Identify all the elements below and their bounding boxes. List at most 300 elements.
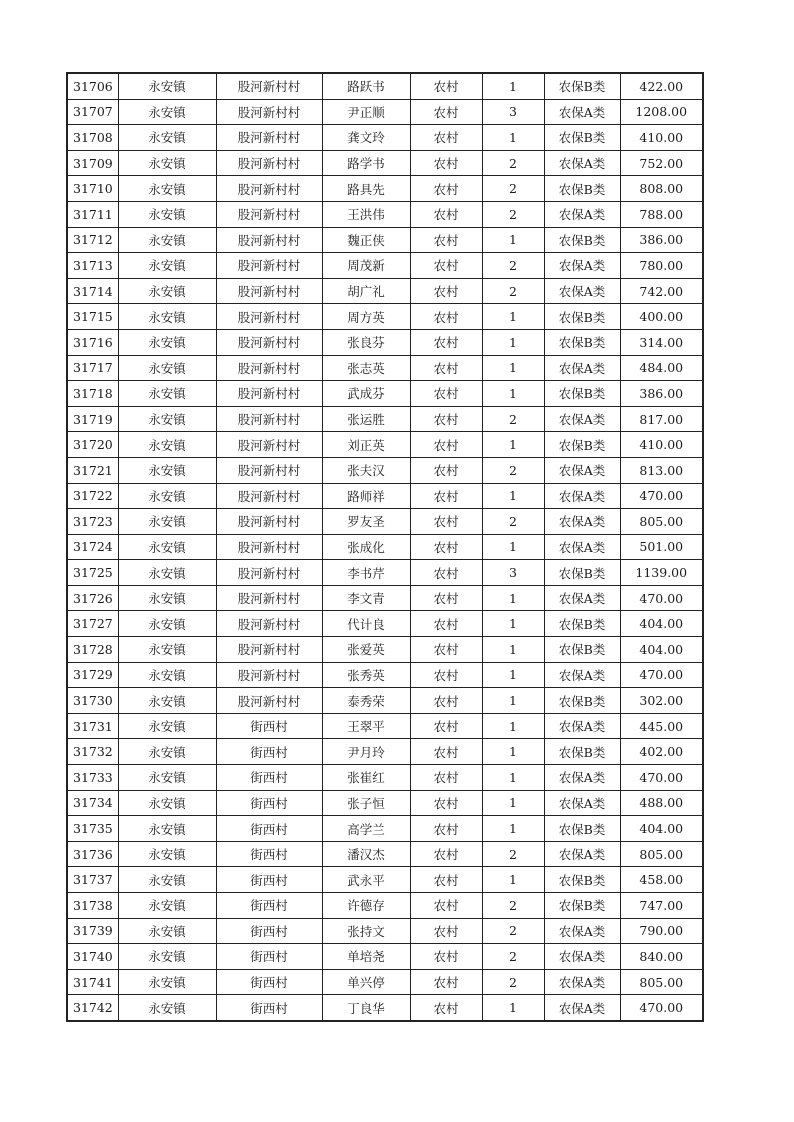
village-cell: 股河新村村 <box>216 99 322 125</box>
area-type-cell: 农村 <box>410 381 482 407</box>
name-cell: 刘正英 <box>322 432 410 458</box>
household-count-cell: 1 <box>482 381 544 407</box>
household-count-cell: 1 <box>482 765 544 791</box>
village-cell: 股河新村村 <box>216 560 322 586</box>
village-cell: 股河新村村 <box>216 304 322 330</box>
name-cell: 丁良华 <box>322 995 410 1021</box>
area-type-cell: 农村 <box>410 201 482 227</box>
table-row <box>67 585 703 611</box>
record-id-cell: 31729 <box>67 662 118 688</box>
table-row <box>67 253 703 279</box>
town-cell: 永安镇 <box>118 509 216 535</box>
area-type-cell: 农村 <box>410 329 482 355</box>
household-count-cell: 1 <box>482 227 544 253</box>
name-cell: 王洪伟 <box>322 201 410 227</box>
record-id-cell: 31725 <box>67 560 118 586</box>
town-cell: 永安镇 <box>118 278 216 304</box>
area-type-cell: 农村 <box>410 995 482 1021</box>
village-cell: 股河新村村 <box>216 201 322 227</box>
name-cell: 张持文 <box>322 918 410 944</box>
insurance-category-cell: 农保A类 <box>544 841 620 867</box>
area-type-cell: 农村 <box>410 355 482 381</box>
record-id-cell: 31739 <box>67 918 118 944</box>
amount-cell: 314.00 <box>620 329 703 355</box>
insurance-category-cell: 农保B类 <box>544 867 620 893</box>
area-type-cell: 农村 <box>410 150 482 176</box>
record-id-cell: 31717 <box>67 355 118 381</box>
insurance-category-cell: 农保A类 <box>544 790 620 816</box>
town-cell: 永安镇 <box>118 150 216 176</box>
table-row <box>67 765 703 791</box>
amount-cell: 404.00 <box>620 611 703 637</box>
insurance-category-cell: 农保B类 <box>544 432 620 458</box>
village-cell: 街西村 <box>216 893 322 919</box>
insurance-category-cell: 农保A类 <box>544 509 620 535</box>
town-cell: 永安镇 <box>118 893 216 919</box>
amount-cell: 788.00 <box>620 201 703 227</box>
area-type-cell: 农村 <box>410 739 482 765</box>
insurance-category-cell: 农保A类 <box>544 662 620 688</box>
name-cell: 路学书 <box>322 150 410 176</box>
village-cell: 股河新村村 <box>216 662 322 688</box>
household-count-cell: 1 <box>482 637 544 663</box>
town-cell: 永安镇 <box>118 688 216 714</box>
record-id-cell: 31733 <box>67 765 118 791</box>
table-row <box>67 99 703 125</box>
amount-cell: 488.00 <box>620 790 703 816</box>
table-row <box>67 713 703 739</box>
area-type-cell: 农村 <box>410 944 482 970</box>
area-type-cell: 农村 <box>410 765 482 791</box>
insurance-category-cell: 农保B类 <box>544 381 620 407</box>
amount-cell: 402.00 <box>620 739 703 765</box>
village-cell: 街西村 <box>216 790 322 816</box>
name-cell: 尹月玲 <box>322 739 410 765</box>
record-id-cell: 31714 <box>67 278 118 304</box>
town-cell: 永安镇 <box>118 381 216 407</box>
household-count-cell: 1 <box>482 739 544 765</box>
area-type-cell: 农村 <box>410 688 482 714</box>
household-count-cell: 2 <box>482 201 544 227</box>
table-row <box>67 150 703 176</box>
record-id-cell: 31740 <box>67 944 118 970</box>
name-cell: 路跃书 <box>322 73 410 99</box>
village-cell: 股河新村村 <box>216 688 322 714</box>
insurance-category-cell: 农保A类 <box>544 585 620 611</box>
household-count-cell: 2 <box>482 457 544 483</box>
village-cell: 股河新村村 <box>216 278 322 304</box>
insurance-category-cell: 农保A类 <box>544 944 620 970</box>
table-row <box>67 611 703 637</box>
record-id-cell: 31741 <box>67 969 118 995</box>
amount-cell: 747.00 <box>620 893 703 919</box>
name-cell: 单培尧 <box>322 944 410 970</box>
record-id-cell: 31737 <box>67 867 118 893</box>
table-row <box>67 637 703 663</box>
amount-cell: 1139.00 <box>620 560 703 586</box>
record-id-cell: 31734 <box>67 790 118 816</box>
village-cell: 街西村 <box>216 969 322 995</box>
name-cell: 魏正侠 <box>322 227 410 253</box>
table-row <box>67 73 703 99</box>
amount-cell: 813.00 <box>620 457 703 483</box>
table-row <box>67 381 703 407</box>
household-count-cell: 2 <box>482 969 544 995</box>
village-cell: 股河新村村 <box>216 611 322 637</box>
area-type-cell: 农村 <box>410 99 482 125</box>
household-count-cell: 1 <box>482 611 544 637</box>
table-row <box>67 995 703 1021</box>
town-cell: 永安镇 <box>118 816 216 842</box>
village-cell: 股河新村村 <box>216 432 322 458</box>
name-cell: 路师祥 <box>322 483 410 509</box>
record-id-cell: 31706 <box>67 73 118 99</box>
record-id-cell: 31716 <box>67 329 118 355</box>
insurance-category-cell: 农保B类 <box>544 176 620 202</box>
name-cell: 尹正顺 <box>322 99 410 125</box>
name-cell: 胡广礼 <box>322 278 410 304</box>
village-cell: 股河新村村 <box>216 457 322 483</box>
name-cell: 张秀英 <box>322 662 410 688</box>
area-type-cell: 农村 <box>410 509 482 535</box>
town-cell: 永安镇 <box>118 355 216 381</box>
household-count-cell: 2 <box>482 150 544 176</box>
area-type-cell: 农村 <box>410 73 482 99</box>
area-type-cell: 农村 <box>410 585 482 611</box>
name-cell: 单兴停 <box>322 969 410 995</box>
area-type-cell: 农村 <box>410 304 482 330</box>
household-count-cell: 2 <box>482 509 544 535</box>
insurance-category-cell: 农保A类 <box>544 918 620 944</box>
name-cell: 武永平 <box>322 867 410 893</box>
area-type-cell: 农村 <box>410 432 482 458</box>
amount-cell: 404.00 <box>620 816 703 842</box>
village-cell: 股河新村村 <box>216 227 322 253</box>
household-count-cell: 1 <box>482 73 544 99</box>
name-cell: 周方英 <box>322 304 410 330</box>
insurance-category-cell: 农保B类 <box>544 304 620 330</box>
record-id-cell: 31727 <box>67 611 118 637</box>
household-count-cell: 1 <box>482 713 544 739</box>
name-cell: 高学兰 <box>322 816 410 842</box>
name-cell: 泰秀荣 <box>322 688 410 714</box>
village-cell: 街西村 <box>216 816 322 842</box>
table-row <box>67 918 703 944</box>
village-cell: 街西村 <box>216 867 322 893</box>
village-cell: 街西村 <box>216 713 322 739</box>
town-cell: 永安镇 <box>118 969 216 995</box>
amount-cell: 410.00 <box>620 432 703 458</box>
amount-cell: 386.00 <box>620 227 703 253</box>
village-cell: 股河新村村 <box>216 176 322 202</box>
amount-cell: 752.00 <box>620 150 703 176</box>
amount-cell: 1208.00 <box>620 99 703 125</box>
village-cell: 街西村 <box>216 841 322 867</box>
village-cell: 股河新村村 <box>216 329 322 355</box>
name-cell: 罗友圣 <box>322 509 410 535</box>
insurance-category-cell: 农保B类 <box>544 227 620 253</box>
table-row <box>67 841 703 867</box>
amount-cell: 404.00 <box>620 637 703 663</box>
record-id-cell: 31726 <box>67 585 118 611</box>
town-cell: 永安镇 <box>118 944 216 970</box>
amount-cell: 470.00 <box>620 995 703 1021</box>
record-id-cell: 31708 <box>67 125 118 151</box>
town-cell: 永安镇 <box>118 227 216 253</box>
record-id-cell: 31738 <box>67 893 118 919</box>
table-row <box>67 329 703 355</box>
area-type-cell: 农村 <box>410 816 482 842</box>
area-type-cell: 农村 <box>410 662 482 688</box>
household-count-cell: 3 <box>482 560 544 586</box>
household-count-cell: 2 <box>482 918 544 944</box>
name-cell: 路具先 <box>322 176 410 202</box>
insurance-category-cell: 农保B类 <box>544 611 620 637</box>
insurance-category-cell: 农保B类 <box>544 560 620 586</box>
town-cell: 永安镇 <box>118 432 216 458</box>
name-cell: 代计良 <box>322 611 410 637</box>
village-cell: 股河新村村 <box>216 73 322 99</box>
household-count-cell: 1 <box>482 790 544 816</box>
insurance-category-cell: 农保B类 <box>544 688 620 714</box>
area-type-cell: 农村 <box>410 918 482 944</box>
table-row <box>67 944 703 970</box>
record-id-cell: 31709 <box>67 150 118 176</box>
table-row <box>67 457 703 483</box>
amount-cell: 805.00 <box>620 969 703 995</box>
household-count-cell: 1 <box>482 534 544 560</box>
village-cell: 股河新村村 <box>216 585 322 611</box>
table-row <box>67 483 703 509</box>
table-row <box>67 509 703 535</box>
table-row <box>67 406 703 432</box>
amount-cell: 484.00 <box>620 355 703 381</box>
record-id-cell: 31722 <box>67 483 118 509</box>
town-cell: 永安镇 <box>118 125 216 151</box>
record-id-cell: 31710 <box>67 176 118 202</box>
household-count-cell: 1 <box>482 585 544 611</box>
town-cell: 永安镇 <box>118 867 216 893</box>
amount-cell: 470.00 <box>620 483 703 509</box>
town-cell: 永安镇 <box>118 176 216 202</box>
town-cell: 永安镇 <box>118 662 216 688</box>
name-cell: 张良芬 <box>322 329 410 355</box>
record-id-cell: 31723 <box>67 509 118 535</box>
name-cell: 张爱英 <box>322 637 410 663</box>
town-cell: 永安镇 <box>118 201 216 227</box>
insurance-category-cell: 农保A类 <box>544 99 620 125</box>
data-table <box>66 72 704 1022</box>
insurance-category-cell: 农保A类 <box>544 457 620 483</box>
household-count-cell: 2 <box>482 253 544 279</box>
town-cell: 永安镇 <box>118 534 216 560</box>
record-id-cell: 31724 <box>67 534 118 560</box>
insurance-category-cell: 农保A类 <box>544 713 620 739</box>
town-cell: 永安镇 <box>118 637 216 663</box>
area-type-cell: 农村 <box>410 253 482 279</box>
town-cell: 永安镇 <box>118 73 216 99</box>
amount-cell: 470.00 <box>620 662 703 688</box>
town-cell: 永安镇 <box>118 765 216 791</box>
insurance-category-cell: 农保A类 <box>544 534 620 560</box>
table-row <box>67 201 703 227</box>
area-type-cell: 农村 <box>410 176 482 202</box>
town-cell: 永安镇 <box>118 790 216 816</box>
area-type-cell: 农村 <box>410 969 482 995</box>
record-id-cell: 31730 <box>67 688 118 714</box>
record-id-cell: 31731 <box>67 713 118 739</box>
town-cell: 永安镇 <box>118 995 216 1021</box>
amount-cell: 790.00 <box>620 918 703 944</box>
insurance-category-cell: 农保A类 <box>544 253 620 279</box>
table-row <box>67 790 703 816</box>
insurance-category-cell: 农保A类 <box>544 150 620 176</box>
village-cell: 股河新村村 <box>216 637 322 663</box>
village-cell: 股河新村村 <box>216 406 322 432</box>
household-count-cell: 1 <box>482 304 544 330</box>
area-type-cell: 农村 <box>410 867 482 893</box>
town-cell: 永安镇 <box>118 253 216 279</box>
table-row <box>67 125 703 151</box>
record-id-cell: 31732 <box>67 739 118 765</box>
name-cell: 周茂新 <box>322 253 410 279</box>
insurance-category-cell: 农保A类 <box>544 483 620 509</box>
household-count-cell: 3 <box>482 99 544 125</box>
town-cell: 永安镇 <box>118 739 216 765</box>
amount-cell: 400.00 <box>620 304 703 330</box>
record-id-cell: 31721 <box>67 457 118 483</box>
village-cell: 街西村 <box>216 739 322 765</box>
amount-cell: 422.00 <box>620 73 703 99</box>
village-cell: 街西村 <box>216 944 322 970</box>
town-cell: 永安镇 <box>118 585 216 611</box>
town-cell: 永安镇 <box>118 99 216 125</box>
household-count-cell: 2 <box>482 944 544 970</box>
record-id-cell: 31736 <box>67 841 118 867</box>
area-type-cell: 农村 <box>410 457 482 483</box>
amount-cell: 302.00 <box>620 688 703 714</box>
table-row <box>67 560 703 586</box>
record-id-cell: 31715 <box>67 304 118 330</box>
table-row <box>67 176 703 202</box>
insurance-category-cell: 农保B类 <box>544 893 620 919</box>
table-row <box>67 304 703 330</box>
name-cell: 王翠平 <box>322 713 410 739</box>
insurance-category-cell: 农保B类 <box>544 637 620 663</box>
area-type-cell: 农村 <box>410 278 482 304</box>
table-row <box>67 432 703 458</box>
name-cell: 张子恒 <box>322 790 410 816</box>
area-type-cell: 农村 <box>410 637 482 663</box>
table-row <box>67 867 703 893</box>
table-row <box>67 816 703 842</box>
record-id-cell: 31712 <box>67 227 118 253</box>
household-count-cell: 2 <box>482 406 544 432</box>
table-body <box>67 73 703 1021</box>
household-count-cell: 1 <box>482 995 544 1021</box>
amount-cell: 808.00 <box>620 176 703 202</box>
name-cell: 武成芬 <box>322 381 410 407</box>
amount-cell: 470.00 <box>620 765 703 791</box>
household-count-cell: 1 <box>482 816 544 842</box>
table-row <box>67 227 703 253</box>
amount-cell: 805.00 <box>620 841 703 867</box>
name-cell: 张崔红 <box>322 765 410 791</box>
insurance-category-cell: 农保A类 <box>544 355 620 381</box>
record-id-cell: 31713 <box>67 253 118 279</box>
record-id-cell: 31719 <box>67 406 118 432</box>
town-cell: 永安镇 <box>118 713 216 739</box>
amount-cell: 410.00 <box>620 125 703 151</box>
insurance-category-cell: 农保A类 <box>544 278 620 304</box>
household-count-cell: 2 <box>482 841 544 867</box>
area-type-cell: 农村 <box>410 790 482 816</box>
household-count-cell: 1 <box>482 483 544 509</box>
name-cell: 许德存 <box>322 893 410 919</box>
town-cell: 永安镇 <box>118 304 216 330</box>
village-cell: 股河新村村 <box>216 483 322 509</box>
village-cell: 股河新村村 <box>216 150 322 176</box>
area-type-cell: 农村 <box>410 713 482 739</box>
record-id-cell: 31728 <box>67 637 118 663</box>
insurance-category-cell: 农保B类 <box>544 73 620 99</box>
village-cell: 股河新村村 <box>216 253 322 279</box>
amount-cell: 840.00 <box>620 944 703 970</box>
table-row <box>67 662 703 688</box>
household-count-cell: 1 <box>482 125 544 151</box>
record-id-cell: 31735 <box>67 816 118 842</box>
area-type-cell: 农村 <box>410 893 482 919</box>
town-cell: 永安镇 <box>118 329 216 355</box>
record-id-cell: 31718 <box>67 381 118 407</box>
household-count-cell: 1 <box>482 867 544 893</box>
household-count-cell: 1 <box>482 329 544 355</box>
name-cell: 李文青 <box>322 585 410 611</box>
village-cell: 街西村 <box>216 765 322 791</box>
household-count-cell: 1 <box>482 662 544 688</box>
household-count-cell: 2 <box>482 278 544 304</box>
area-type-cell: 农村 <box>410 483 482 509</box>
town-cell: 永安镇 <box>118 406 216 432</box>
village-cell: 股河新村村 <box>216 355 322 381</box>
insurance-category-cell: 农保B类 <box>544 739 620 765</box>
area-type-cell: 农村 <box>410 406 482 432</box>
amount-cell: 817.00 <box>620 406 703 432</box>
name-cell: 张志英 <box>322 355 410 381</box>
record-id-cell: 31742 <box>67 995 118 1021</box>
household-count-cell: 2 <box>482 893 544 919</box>
area-type-cell: 农村 <box>410 534 482 560</box>
area-type-cell: 农村 <box>410 125 482 151</box>
insurance-category-cell: 农保A类 <box>544 969 620 995</box>
household-count-cell: 1 <box>482 355 544 381</box>
table-row <box>67 534 703 560</box>
town-cell: 永安镇 <box>118 611 216 637</box>
household-count-cell: 1 <box>482 432 544 458</box>
town-cell: 永安镇 <box>118 483 216 509</box>
insurance-category-cell: 农保B类 <box>544 125 620 151</box>
town-cell: 永安镇 <box>118 918 216 944</box>
area-type-cell: 农村 <box>410 841 482 867</box>
insurance-category-cell: 农保A类 <box>544 995 620 1021</box>
name-cell: 潘汉杰 <box>322 841 410 867</box>
name-cell: 张运胜 <box>322 406 410 432</box>
name-cell: 李书芹 <box>322 560 410 586</box>
village-cell: 股河新村村 <box>216 534 322 560</box>
amount-cell: 501.00 <box>620 534 703 560</box>
insurance-category-cell: 农保A类 <box>544 765 620 791</box>
table-row <box>67 969 703 995</box>
